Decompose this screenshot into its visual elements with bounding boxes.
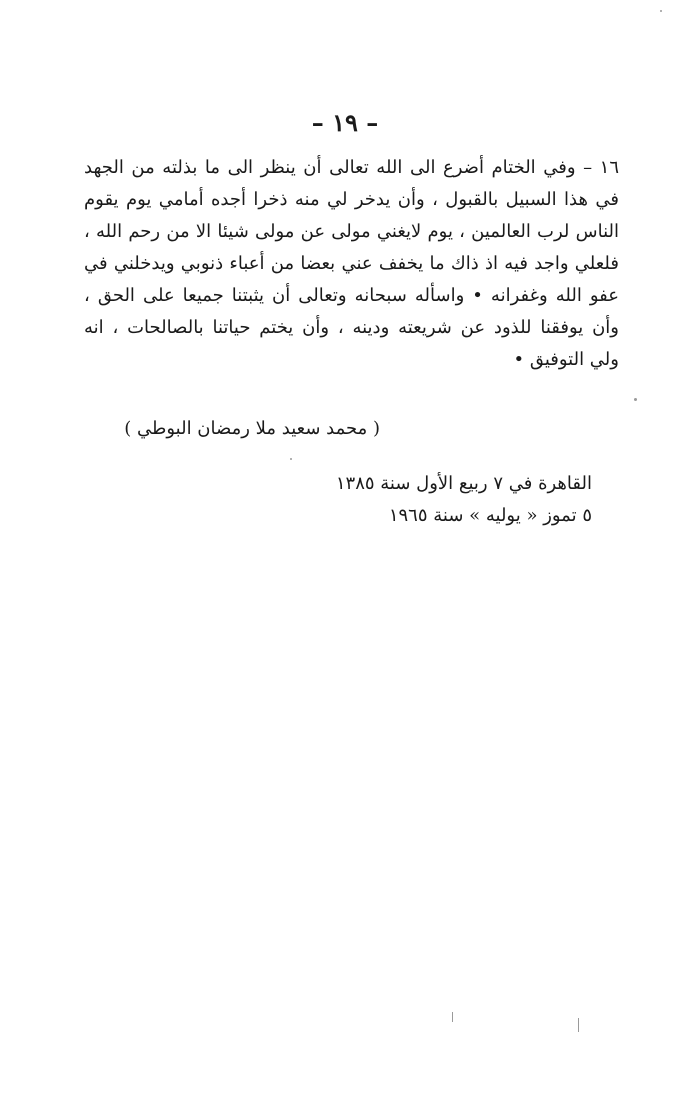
paragraph-line: وأن يوفقنا للذود عن شريعته ودينه ، وأن يختم حياتنا بالصالحات ، انه <box>84 317 619 338</box>
scan-speck <box>634 398 637 401</box>
dateline-hijri: القاهرة في ٧ ربيع الأول سنة ١٣٨٥ <box>335 473 592 494</box>
paragraph-line: ولي التوفيق • <box>513 349 619 370</box>
dateline-gregorian: ٥ تموز « يوليه » سنة ١٩٦٥ <box>388 505 592 526</box>
page-number: – ١٩ – <box>311 108 379 137</box>
paragraph-line: ١٦ – وفي الختام أضرع الى الله تعالى أن ينظر الى ما بذلته من الجهد <box>84 157 619 178</box>
paragraph-line: في هذا السبيل بالقبول ، وأن يدخر لي منه ذخرا أجده أمامي يوم يقوم <box>84 189 619 210</box>
scan-speck <box>290 458 292 460</box>
author-signature: ( محمد سعيد ملا رمضان البوطي ) <box>124 418 380 439</box>
paragraph-line: عفو الله وغفرانه • واسأله سبحانه وتعالى أن يثبتنا جميعا على الحق ، <box>84 285 619 306</box>
paragraph-line: الناس لرب العالمين ، يوم لايغني مولى عن مولى شيئا الا من رحم الله ، <box>84 221 619 242</box>
scan-speck <box>452 1012 453 1022</box>
scan-speck <box>578 1018 579 1032</box>
dateline <box>300 468 592 532</box>
scan-speck <box>660 10 662 12</box>
closing-paragraph <box>84 152 619 376</box>
paragraph-line: فلعلي واجد فيه اذ ذاك ما يخفف عني بعضا من أعباء ذنوبي ويدخلني في <box>84 253 619 274</box>
